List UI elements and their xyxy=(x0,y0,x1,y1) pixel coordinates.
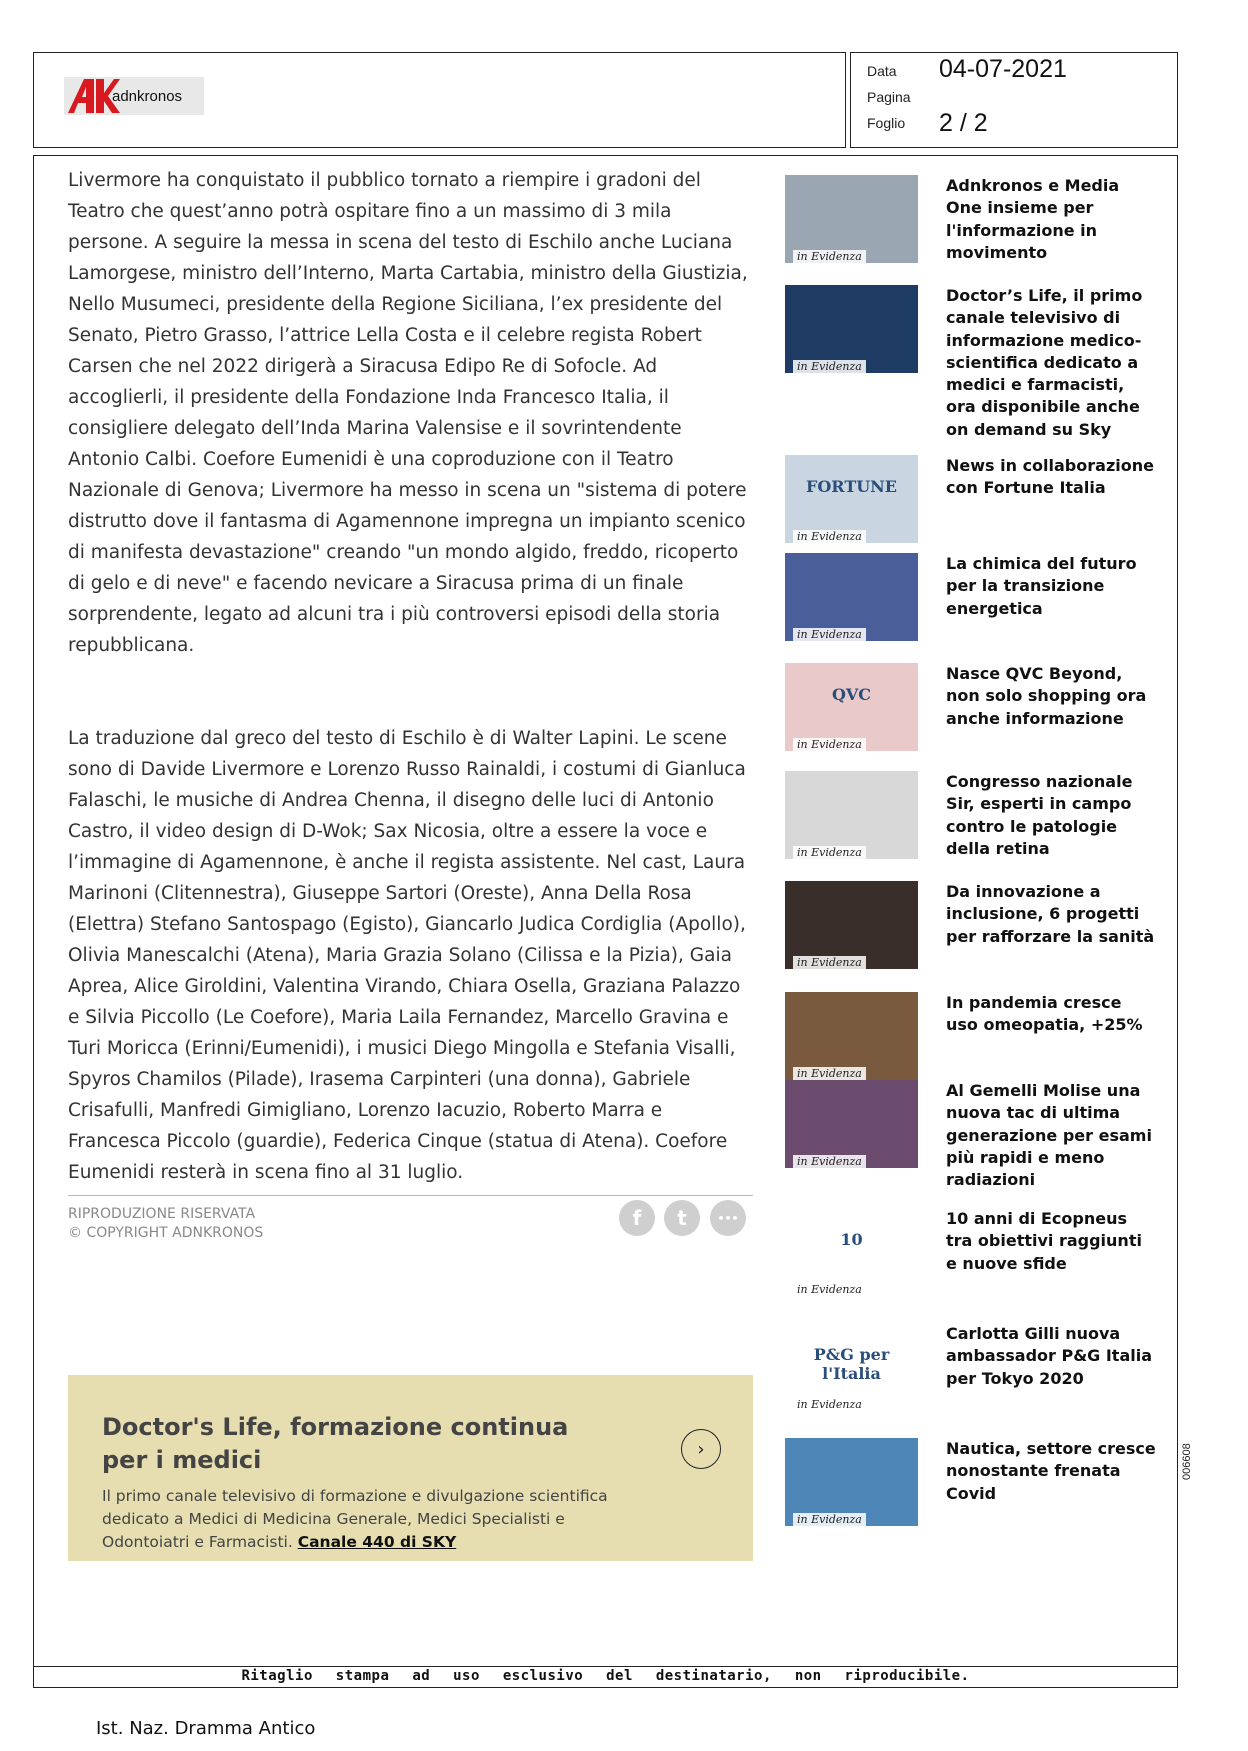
thumbnail-caption: 10 xyxy=(840,1230,863,1249)
sidebar-item-title[interactable]: In pandemia cresce uso omeopatia, +25% xyxy=(946,993,1143,1035)
rights-line: RIPRODUZIONE RISERVATA xyxy=(68,1206,256,1222)
sidebar-thumbnail[interactable] xyxy=(785,663,918,751)
in-evidenza-tag: in Evidenza xyxy=(793,360,866,373)
in-evidenza-tag: in Evidenza xyxy=(793,628,866,641)
header-logo-box xyxy=(33,52,846,148)
sidebar-item-title[interactable]: Nautica, settore cresce nonostante frenata Covid xyxy=(946,1439,1156,1503)
thumbnail-caption: FORTUNE xyxy=(806,477,897,496)
logo-brand-text: adnkronos xyxy=(112,87,183,105)
sidebar-item-title[interactable]: Da innovazione a inclusione, 6 progetti per rafforzare la sanità xyxy=(946,882,1155,946)
adnkronos-logo xyxy=(64,77,204,115)
article-paragraph: La traduzione dal greco del testo di Eschilo è di Walter Lapini. Le scene sono di Davide Livermore e Lorenzo Russo Rainaldi, i costumi di Gianluca Falaschi, le musiche di Andrea Chenna, il disegno delle luci di Antonio Castro, il video design di D-Wok; Sax Nicosia, oltre a essere la voce e l’immagine di Agamennone, è anche il regista assistente. Nel cast, Laura Marinoni (Clitennestra), Giuseppe Sartori (Oreste), Anna Della Rosa (Elettra) Stefano Santospago (Egisto), Giancarlo Judica Cordiglia (Apollo), Olivia Manescalchi (Atena), Maria Grazia Solano (Cilissa e la Pizia), Gaia Aprea, Alice Giroldini, Valentina Virando, Chiara Osella, Graziana Palazzo e Silvia Piccollo (Le Coefore), Maria Laila Fernandez, Marcello Gravina e Turi Moricca (Erinni/Eumenidi), i musici Diego Mingolla e Stefania Visalli, Spyros Chamilos (Pilade), Irasema Carpinteri (una donna), Gabriele Crisafulli, Manfredi Gimigliano, Lorenzo Iacuzio, Roberto Marra e Francesca Piccolo (guardie), Federica Cinque (statua di Atena). Coefore Eumenidi resterà in scena fino al 31 luglio. xyxy=(68,728,746,1183)
sidebar-item-title[interactable]: Nasce QVC Beyond, non solo shopping ora anche informazione xyxy=(946,664,1147,728)
sidebar-thumbnail[interactable] xyxy=(785,455,918,543)
copyright-line: © COPYRIGHT ADNKRONOS xyxy=(68,1225,264,1241)
sidebar-item-title[interactable]: La chimica del futuro per la transizione energetica xyxy=(946,554,1137,618)
arrow-right-icon[interactable]: › xyxy=(681,1429,721,1469)
header-meta-box xyxy=(850,52,1178,148)
sidebar-thumbnail[interactable] xyxy=(785,553,918,641)
sidebar-thumbnail[interactable] xyxy=(785,285,918,373)
thumbnail-caption: QVC xyxy=(831,685,872,704)
promo-link[interactable]: Canale 440 di SKY xyxy=(297,1533,457,1551)
sidebar-item-title[interactable]: News in collaborazione con Fortune Italia xyxy=(946,456,1154,498)
sidebar-thumbnail[interactable] xyxy=(785,771,918,859)
sidebar-thumbnail[interactable] xyxy=(785,1438,918,1526)
sidebar-thumbnail[interactable] xyxy=(785,1323,918,1411)
in-evidenza-tag: in Evidenza xyxy=(793,738,866,751)
in-evidenza-tag: in Evidenza xyxy=(793,846,866,859)
in-evidenza-tag: in Evidenza xyxy=(793,250,866,263)
foglio-value: 2 / 2 xyxy=(939,109,988,137)
sidebar-thumbnail[interactable] xyxy=(785,175,918,263)
in-evidenza-tag: in Evidenza xyxy=(793,1283,866,1296)
more-share-icon[interactable]: ••• xyxy=(710,1200,746,1236)
sidebar-thumbnail[interactable] xyxy=(785,881,918,969)
promo-description: Il primo canale televisivo di formazione e divulgazione scientifica dedicato a Medici di Medicina Generale, Medici Specialisti e Odontoiatri e Farmacisti. xyxy=(102,1487,608,1551)
pagina-label: Pagina xyxy=(867,89,911,105)
sidebar-item-title[interactable]: Doctor’s Life, il primo canale televisivo di informazione medico-scientifica dedicato a medici e farmacisti, ora disponibile anche on demand su Sky xyxy=(946,286,1143,439)
sidebar-item-title[interactable]: Al Gemelli Molise una nuova tac di ultima generazione per esami più rapidi e meno radiazioni xyxy=(946,1081,1152,1190)
side-code: 006608 xyxy=(1181,1443,1193,1480)
data-label: Data xyxy=(867,63,897,79)
sidebar-item-title[interactable]: Carlotta Gilli nuova ambassador P&G Italia per Tokyo 2020 xyxy=(946,1324,1153,1388)
twitter-share-icon[interactable]: t xyxy=(664,1200,700,1236)
rights-notice xyxy=(68,1205,263,1243)
sidebar-item-title[interactable]: 10 anni di Ecopneus tra obiettivi raggiunti e nuove sfide xyxy=(946,1209,1142,1273)
article-paragraph: Livermore ha conquistato il pubblico tornato a riempire i gradoni del Teatro che quest’anno potrà ospitare fino a un massimo di 3 mila persone. A seguire la messa in scena del testo di Eschilo anche Luciana Lamorgese, ministro dell’Interno, Marta Cartabia, ministro della Giustizia, Nello Musumeci, presidente della Regione Siciliana, l’ex presidente del Senato, Pietro Grasso, l’attrice Lella Costa e il celebre regista Robert Carsen che nel 2022 dirigerà a Siracusa Edipo Re di Sofocle. Ad accoglierli, il presidente della Fondazione Inda Francesco Italia, il consigliere delegato dell’Inda Marina Valensise e il sovrintendente Antonio Calbi. Coefore Eumenidi è una coproduzione con il Teatro Nazionale di Genova; Livermore ha messo in scena un "sistema di potere distrutto dove il fantasma di Agamennone impregna un impianto scenico di manifesta devastazione" creando "un mondo algido, freddo, ricoperto di gelo e di neve" e facendo nevicare a Siracusa prima di un finale sorprendente, legato ad alcuni tra i più controversi episodi della storia repubblicana. xyxy=(68,170,748,656)
in-evidenza-tag: in Evidenza xyxy=(793,530,866,543)
clipping-notice: Ritaglio stampa ad uso esclusivo del destinatario, non riproducibile. xyxy=(33,1666,1178,1688)
data-value: 04-07-2021 xyxy=(939,55,1067,83)
adnkronos-logo-mark-icon xyxy=(64,77,120,115)
in-evidenza-tag: in Evidenza xyxy=(793,1398,866,1411)
sidebar-thumbnail[interactable] xyxy=(785,1080,918,1168)
sidebar-item-title[interactable]: Adnkronos e Media One insieme per l'informazione in movimento xyxy=(946,176,1120,262)
in-evidenza-tag: in Evidenza xyxy=(793,1155,866,1168)
client-name: Ist. Naz. Dramma Antico xyxy=(96,1718,316,1739)
sidebar-thumbnail[interactable] xyxy=(785,1208,918,1296)
foglio-label: Foglio xyxy=(867,115,906,131)
in-evidenza-tag: in Evidenza xyxy=(793,956,866,969)
promo-text xyxy=(102,1485,622,1554)
sidebar-item-title[interactable]: Congresso nazionale Sir, esperti in campo contro le patologie della retina xyxy=(946,772,1133,858)
promo-title: Doctor's Life, formazione continua per i medici xyxy=(102,1413,569,1474)
facebook-share-icon[interactable]: f xyxy=(619,1200,655,1236)
promo-banner[interactable] xyxy=(68,1375,753,1561)
in-evidenza-tag: in Evidenza xyxy=(793,1067,866,1080)
in-evidenza-tag: in Evidenza xyxy=(793,1513,866,1526)
thumbnail-caption: P&G per l'Italia xyxy=(813,1345,890,1383)
article-body xyxy=(68,165,753,1188)
sidebar-thumbnail[interactable] xyxy=(785,992,918,1080)
article-divider xyxy=(68,1195,753,1196)
